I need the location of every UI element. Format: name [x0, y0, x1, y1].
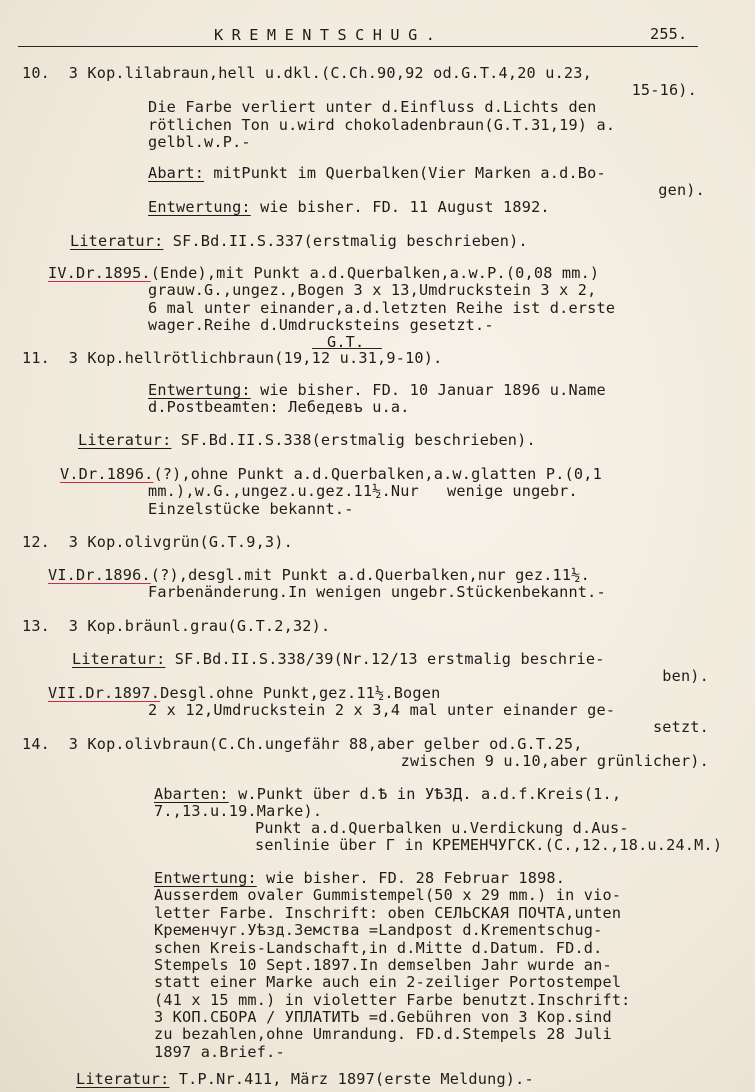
entwertung-text: wie bisher. FD. 11 August 1892.: [250, 198, 550, 216]
page-number: 255.: [650, 25, 688, 43]
druck-vii-text: Desgl.ohne Punkt,gez.11½.Bogen: [160, 684, 441, 702]
druck-v-line: [60, 465, 602, 483]
druck-vi-text: (?),desgl.mit Punkt a.d.Querbalken,nur gez.11½.: [150, 566, 590, 584]
text-line: 3 КОП.СБОРА / УПЛАТИТЬ =d.Gebühren von 3 Kop.sind: [154, 1008, 612, 1026]
text-line: grauw.G.,ungez.,Bogen 3 x 13,Umdruckstein 3 x 2,: [148, 281, 597, 299]
text-line: ben).: [662, 667, 709, 685]
entwertung-text: wie bisher. FD. 10 Januar 1896 u.Name: [250, 381, 606, 399]
text-line: d.Postbeamten: Лебедевъ u.a.: [148, 398, 410, 416]
literatur-label: Literatur:: [70, 232, 164, 250]
text-line: 1897 a.Brief.-: [154, 1043, 285, 1061]
text-line: letter Farbe. Inschrift: oben СЕЛЬСКАЯ ПОЧТА,unten: [154, 904, 622, 922]
entry-13-line: 13. 3 Kop.bräunl.grau(G.T.2,32).: [22, 617, 331, 635]
druck-iv-text: (Ende),mit Punkt a.d.Querbalken,a.w.P.(0,08 mm.): [150, 264, 600, 282]
entry-11-line: 11. 3 Kop.hellrötlichbraun(19,12 u.31,9-10).: [22, 349, 443, 367]
text-line: gelbl.w.P.-: [148, 133, 251, 151]
entwertung-text: wie bisher. FD. 28 Februar 1898.: [256, 869, 566, 887]
literatur-line: [78, 431, 536, 449]
abarten-label: Abarten:: [154, 785, 229, 803]
entwertung-line: [148, 198, 550, 216]
text-line: Кременчуг.Уѣзд.Земства =Landpost d.Krementschug-: [154, 921, 603, 939]
entry-14-line: 14. 3 Kop.olivbraun(C.Ch.ungefähr 88,aber gelber od.G.T.25,: [22, 735, 583, 753]
abarten-line: [154, 785, 621, 803]
gt-abbrev: G.T.: [327, 333, 365, 351]
literatur-text: SF.Bd.II.S.338/39(Nr.12/13 erstmalig beschrie-: [165, 650, 605, 668]
header-rule: [18, 46, 698, 47]
text-line: rötlichen Ton u.wird chokoladenbraun(G.T.31,19) a.: [148, 116, 616, 134]
text-line: Die Farbe verliert unter d.Einfluss d.Lichts den: [148, 98, 597, 116]
abart-text: mitPunkt im Querbalken(Vier Marken a.d.Bo-: [204, 164, 606, 182]
literatur-line: [76, 1070, 534, 1088]
literatur-line: [70, 232, 528, 250]
text-line: gen).: [658, 181, 705, 199]
page-title: KREMENTSCHUG.: [214, 26, 444, 44]
abart-line: [148, 164, 606, 182]
druck-vii-line: [48, 684, 440, 702]
entwertung-line: [154, 869, 565, 887]
entry-10-continuation: 15-16).: [631, 81, 697, 99]
druck-vi-label: VI.Dr.1896.: [48, 566, 151, 584]
entwertung-label: Entwertung:: [154, 869, 257, 887]
text-line: Stempels 10 Sept.1897.In demselben Jahr wurde an-: [154, 956, 612, 974]
druck-vi-line: [48, 566, 590, 584]
literatur-label: Literatur:: [72, 650, 166, 668]
druck-v-label: V.Dr.1896.: [60, 465, 154, 483]
druck-v-text: (?),ohne Punkt a.d.Querbalken,a.w.glatten P.(0,1: [153, 465, 602, 483]
entry-12-line: 12. 3 Kop.olivgrün(G.T.9,3).: [22, 533, 293, 551]
text-line: mm.),w.G.,ungez.u.gez.11½.Nur wenige ungebr.: [148, 482, 578, 500]
text-line: Punkt a.d.Querbalken u.Verdickung d.Aus-: [255, 819, 629, 837]
text-line: 7.,13.u.19.Marke).: [154, 802, 323, 820]
text-line: statt einer Marke auch ein 2-zeiliger Portostempel: [154, 973, 622, 991]
text-line: senlinie über Г in КРЕМЕНЧУГСК.(C.,12.,18.u.24.M.): [255, 836, 723, 854]
literatur-line: [72, 650, 605, 668]
entry-10-line: 10. 3 Kop.lilabraun,hell u.dkl.(C.Ch.90,92 od.G.T.4,20 u.23,: [22, 64, 592, 82]
literatur-text: T.P.Nr.411, März 1897(erste Meldung).-: [169, 1070, 534, 1088]
druck-vii-label: VII.Dr.1897.: [48, 684, 161, 702]
text-line: setzt.: [652, 718, 709, 736]
text-line: zwischen 9 u.10,aber grünlicher).: [400, 752, 709, 770]
text-line: Farbenänderung.In wenigen ungebr.Stückenbekannt.-: [148, 583, 606, 601]
entwertung-label: Entwertung:: [148, 198, 251, 216]
abarten-text: w.Punkt über d.Ѣ in УѢЗД. a.d.f.Kreis(1.,: [228, 785, 622, 803]
text-line: 6 mal unter einander,a.d.letzten Reihe ist d.erste: [148, 299, 616, 317]
text-line: Ausserdem ovaler Gummistempel(50 x 29 mm.) in vio-: [154, 886, 622, 904]
abart-label: Abart:: [148, 164, 205, 182]
text-line: (41 x 15 mm.) in violetter Farbe benutzt.Inschrift:: [154, 991, 631, 1009]
entwertung-label: Entwertung:: [148, 381, 251, 399]
text-line: 2 x 12,Umdruckstein 2 x 3,4 mal unter einander ge-: [148, 701, 616, 719]
literatur-text: SF.Bd.II.S.338(erstmalig beschrieben).: [171, 431, 536, 449]
literatur-label: Literatur:: [76, 1070, 170, 1088]
literatur-label: Literatur:: [78, 431, 172, 449]
druck-iv-line: [48, 264, 599, 282]
literatur-text: SF.Bd.II.S.337(erstmalig beschrieben).: [163, 232, 528, 250]
text-line: schen Kreis-Landschaft,in d.Mitte d.Datum. FD.d.: [154, 939, 603, 957]
entwertung-line: [148, 381, 606, 399]
druck-iv-label: IV.Dr.1895.: [48, 264, 151, 282]
text-line: Einzelstücke bekannt.-: [148, 500, 354, 518]
text-line: wager.Reihe d.Umdrucksteins gesetzt.-: [148, 316, 494, 334]
text-line: zu bezahlen,ohne Umrandung. FD.d.Stempels 28 Juli: [154, 1025, 612, 1043]
